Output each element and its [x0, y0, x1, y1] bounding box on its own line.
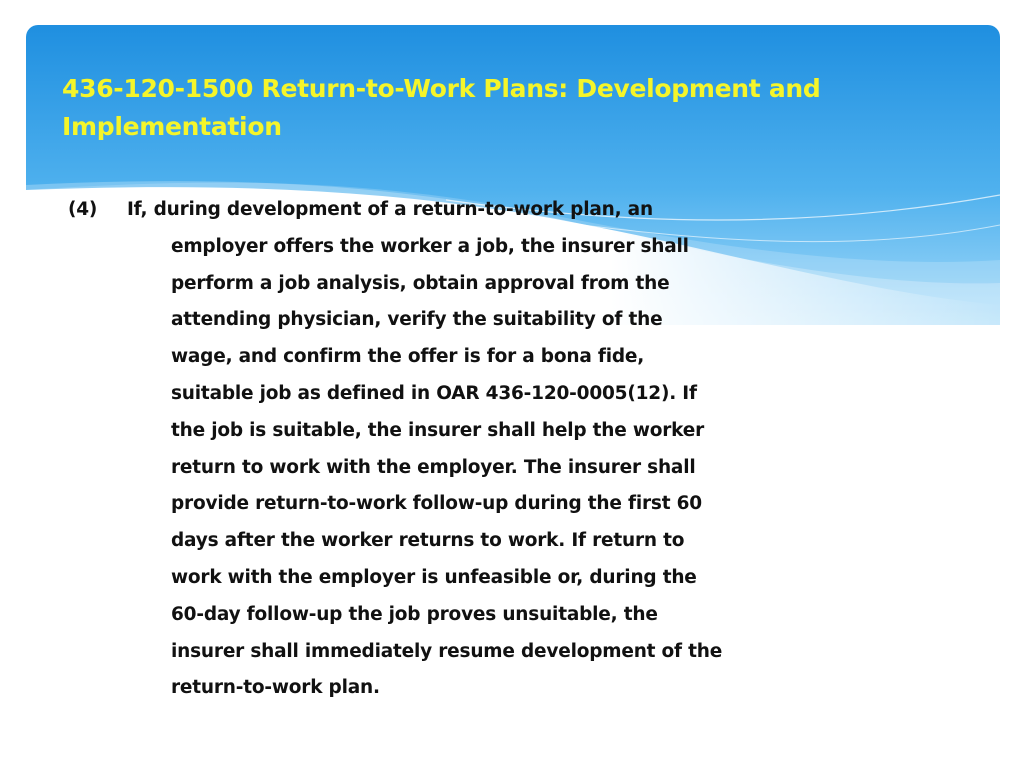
text-line: If, during development of a return-to-work plan, an	[127, 199, 653, 220]
text-line: suitable job as defined in OAR 436-120-0005(12). If	[171, 382, 697, 404]
body-text	[68, 192, 788, 707]
text-line: the job is suitable, the insurer shall help the worker	[171, 419, 705, 441]
text-line: return-to-work plan.	[171, 677, 380, 699]
title-line-2: Implementation	[62, 112, 282, 141]
paragraph-4	[68, 192, 788, 707]
section-number: (4)	[68, 199, 98, 220]
text-line: return to work with the employer. The insurer shall	[171, 456, 696, 478]
text-line: insurer shall immediately resume development of the	[171, 640, 723, 662]
text-line: work with the employer is unfeasible or, during the	[171, 566, 697, 588]
slide-title	[62, 70, 962, 146]
text-line: perform a job analysis, obtain approval from the	[171, 272, 670, 294]
text-line: days after the worker returns to work. If return to	[171, 530, 685, 552]
title-line-1: 436-120-1500 Return-to-Work Plans: Development and	[62, 74, 821, 103]
text-line: provide return-to-work follow-up during the first 60	[171, 493, 702, 515]
text-line: 60-day follow-up the job proves unsuitable, the	[171, 603, 658, 625]
text-line: wage, and confirm the offer is for a bona fide,	[171, 346, 645, 368]
text-line: employer offers the worker a job, the insurer shall	[171, 235, 689, 257]
text-line: attending physician, verify the suitability of the	[171, 309, 663, 331]
